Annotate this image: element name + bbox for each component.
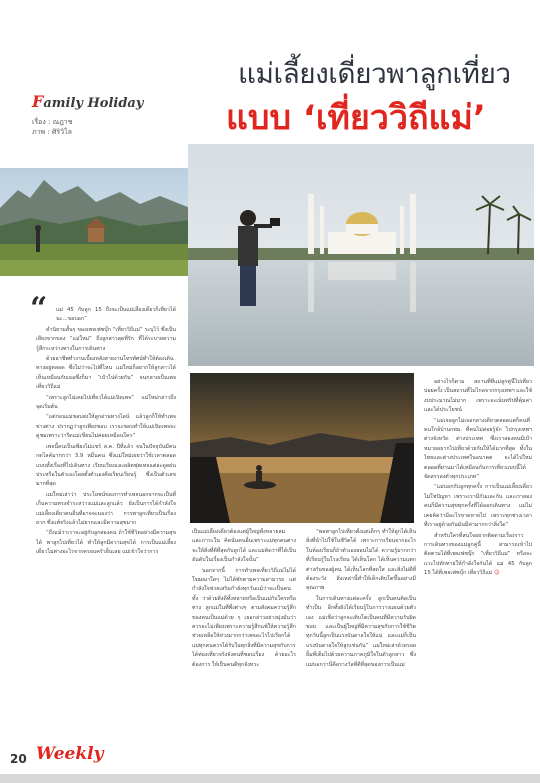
photo-mosque-reflection (188, 144, 534, 366)
article-column-3 (306, 528, 416, 733)
article-column-4 (424, 378, 532, 734)
footer-bar (0, 774, 540, 783)
article-column-1 (36, 306, 176, 736)
section-label-rest: amily Holiday (43, 96, 144, 111)
credit-story: เรื่อง : ณฎาช (32, 118, 73, 126)
paragraph: นอกจากนี้ การทำเพจเที่ยววิถีแม่ไม่ได้โฆษณาใดๆ ไม่ได้พักตามความสามารถ แต่กำลังใจช่วยเสริมกำลังทุกวันแม้ว่าจะเป็นคนทั้ง ว่าด้วยสิ่งดีทั้งหลายหรือเป็นแม่กับใครหรือทาง ลูกแม่ในที่พึ่งต่างๆ ตามสังคมความรู้สึกของคนเป็นแม่ด้วย ๆ เธอกล่าวอย่างมุ่งมั่นว่าควรจะไม่เพียงเพราะความรู้สึกแพ้ให้ความรู้สึกช่วยเหลือให้ห่วงมากกว่าเพจอะไรไปเรียกได้แม่ทุกคนควรได้รับในทุกสิ่งที่มีความสุขกับการได้ท่องเที่ยวจริงจังคนที่ชอบเรื่อง ด้วยอะไรต้องการ ให้เป็นคนดีทุกจังหวะ (192, 567, 296, 668)
end-mark-icon: ☺ (494, 570, 500, 577)
page-number: 20 (10, 752, 27, 766)
section-label (32, 92, 143, 111)
paragraph: แม่ใหม่เล่าว่า ประโยชน์ของการทำเพจนอกจากจะเป็นที่เก็บความทรงจำระหว่างแม่และลูกแล้ว ยังเป็นการได้กำลังใจแม่เลี้ยงเดี่ยวคนอื่นที่อาจจะมองว่า การพาลูกเที่ยวเป็นเรื่องยาก ซึ่งแท้จริงแล้วไม่ยากและมีความสุขมาก (36, 491, 176, 526)
article-title-line-1: แม่เลี้ยงเดี่ยวพาลูกเที่ยว (238, 57, 511, 90)
paragraph: คำนิยามสั้นๆ ของเพจเฟซบุ๊ก “เที่ยววิถีแม่” ระบุไว้ ซึ่งเป็นเสียงจากของ “แม่ใหม่” ถึงลูกสาวสุดที่รัก ที่ได้ระบายความรู้สึกระหว่างทางในการเดินทาง (36, 326, 176, 352)
paragraph (424, 532, 532, 579)
photo-lake-dusk (190, 373, 414, 523)
paragraph: ด้วยอาชีพทำงานเบื้องหลังสายงานโทรทัศน์ทำให้ต้องเดินทางอยู่ตลอด ซึ่งไม่ว่าจะไปที่ไหน แม่ใหม่ก็อยากให้ลูกสาวได้เห็นเหมือนกับเธอซึ่งก็มา “เป้าไปด้วยกัน” จนกลายเป็นเพจเที่ยววิถีแม่ (36, 356, 176, 391)
paragraph: ในการเดินทางแต่ละครั้ง ลูกเป็นคนคิดเป็นทำเป็น อีกทั้งยังได้เรียนรู้ในการวางแผนด้วยตัวเอง แม่เชื่อว่าลูกจะเติบโตเป็นคนที่มีความรับผิดชอบ และเป็นผู้ใหญ่ที่มีความสุขกับการใช้ชีวิต ทุกวันนี้ลูกเป็นแรงบันดาลใจให้แม่ และแม่ก็เป็นแรงบันดาลใจให้ลูกเช่นกัน” แม่ใหม่เล่าด้วยรอยยิ้มที่เต็มไปด้วยความภาคภูมิใจในตัวลูกสาว ซึ่งแม่บอกว่านี่คือรางวัลที่ดีที่สุดของการเป็นแม่ (306, 595, 416, 668)
credit-photo: ภาพ : ศิริวิไล (32, 128, 72, 136)
paragraph: “แต่ก่อนแม่ชอบส่งให้ลูกอ่านทางไลน์ แล้วลูกก็ให้ทำเพจ ข่างต่าง ปรากฏว่าลูกเพียงชอบ เราจะชอบทำให้แม่เปิดเพจจะดูชมเพราะว่ารีดแม่เขียนไม่ค่อยเหมือนใคร” (36, 414, 176, 440)
paragraph: “แม่บอกกับลูกทุกครั้ง การเป็นแม่เลี้ยงเดี่ยวไม่ใช่ปัญหา เพราะเรามีกันและกัน และเราสองคนก็มีความสุขทุกครั้งที่ได้ออกเดินทาง แม่ไม่เคยคิดว่ามีอะไรขาดหายไป เพราะทุกช่วงเวลาที่เราอยู่ด้วยกันมันมีค่ามากกว่าสิ่งใด” (424, 484, 532, 529)
paragraph: “เพราะลูกไม่เคยไปเที่ยวได้แม่เปิดเพจ” แม่ใหม่กล่าวถึงจุดเริ่มต้น (36, 394, 176, 411)
magazine-logo: Weekly (36, 744, 104, 764)
paragraph: แม่ 45 กับลูก 15 ถึงจะเป็นแม่เลี้ยงเดี่ยวก็เที่ยวได้นะ...ขอบอก” (56, 307, 176, 323)
closing-paragraph-text: สำหรับใครที่สนใจอยากติดตามเรื่องราวการเดินทางของแม่ลูกคู่นี้ สามารถเข้าไปติดตามได้ที่เพจเฟซบุ๊ก “เที่ยววิถีแม่” หรือจะแวะไปทักทายให้กำลังใจกันได้ แม่ 45 กับลูก 15 ได้ที่เพจเฟซบุ๊ก เที่ยววิถีแม่ (424, 532, 532, 577)
paragraph: “ถึงแม้ว่าเราจะอยู่กับลูกสองคน ถ้าใช้ชีวิตอย่างมีความสุขได้ พาลูกไปเที่ยวได้ ทำให้ลูกมีความสุขได้ การเป็นแม่เลี้ยงเดี่ยวไม่ต่างอะไรจากครอบครัวอื่นเลย แม่เข้าใจว่าการ (36, 530, 176, 556)
section-label-initial: F (32, 92, 44, 111)
paragraph: “แม่เจอลูกไม่เจอกลางเดียวตลอดแต่ก็คนที่คนใกล้บ้านกทม. ที่คนไม่ค่อยรู้จัก ไปกรุงเทพฯ ต่างจังหวัด ต่างประเทศ ซึ่งเราสองคนมีเป้าหมายอยากไปเที่ยวด้วยกันให้ได้มากที่สุด ทั้งในไทยและต่างประเทศในอนาคต จะได้ไปใหม่ตลอดที่ผ่านมาได้เหมือนกันการเที่ยวแบบนี้ได้จัดสรรลงตัวทุกประเภท” (424, 417, 532, 481)
paragraph: อย่างไรก็ตาม สถานที่ที่แม่ลูกคู่นี้ไปเที่ยวบ่อยครั้ง เป็นสถานที่ไม่ไกลจากกรุงเทพฯ และใช้งบประมาณไม่มาก เพราะจะเน้นทริปที่คุ้มค่าและได้ประโยชน์ (424, 379, 532, 414)
paragraph: “พอพาลูกไปเที่ยวตั้งแต่เด็กๆ ทำให้ลูกได้เห็นสิ่งที่นำไปใช้ในชีวิตได้ เพราะการเรียนจากอะไรในห้องเรียนก็ถ้าตัวเองสอนไม่ได้ ความรู้มากกว่าที่เรียนรู้ในโรงเรียน ได้เห็นโลก ได้เห็นความแตกต่างกันของผู้คน ได้เห็นโลกที่สดใส และสิ่งไม่ดีที่ต้องระวัง สิ่งเหล่านี้ทำให้เด็กเติบโตขึ้นอย่างมีคุณภาพ (306, 529, 416, 592)
article-title-line-2: แบบ ‘เที่ยววิถีแม่’ (226, 98, 486, 138)
paragraph: เป็นแม่เลี้ยงเดี่ยวต้องแต่ผู้ใหญ่ทั้งหลายลม และภาระใน คิดนั่นคนอื่นเพราะแม่ทุกคนต่างจะให้สิ่งที่ดีที่สุดกับลูกได้ และแม่คิดว่าที่ได้เป็นอันดับในเรื่องเป็นกำลังใจนั้น” (192, 529, 296, 564)
article-column-2 (192, 528, 296, 733)
quote-mark: “ (30, 291, 48, 326)
paragraph: เพจนี้คนเป็นเพียงไม่แชร์ ส.ค. ปีที่แล้ว จนในปัจจุบันมีคนกดไลค์มากกว่า 3.9 หมื่นคน ซึ่งแม่ใหม่เผยว่าใช้เวลาตลอดแบบทั้งเรื่องที่ไปเดินทาง เรียบเรียงและผลิตฟุตเทจแต่ละดูดฝนประหรือในตัวเองโดยตั้งตัวเองคือเรียนเรียนรู้ ซึ่งเป็นตัวเลขมากที่สุด (36, 443, 176, 488)
photo-mountain-field (0, 168, 190, 276)
